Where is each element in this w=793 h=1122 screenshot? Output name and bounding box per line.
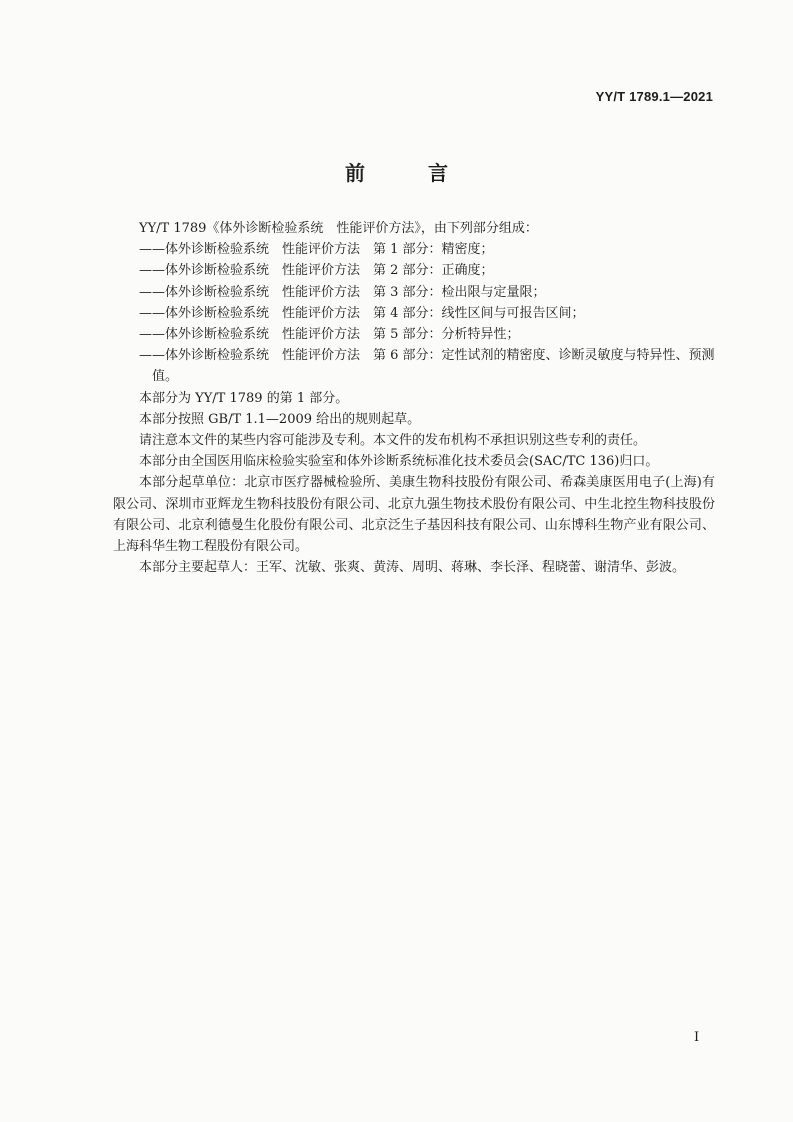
page-title: 前 言 <box>345 161 476 185</box>
document-body <box>113 218 715 578</box>
paragraph: 本部分按照 GB/T 1.1—2009 给出的规则起草。 <box>139 411 421 427</box>
list-item: ——体外诊断检验系统 性能评价方法 第 1 部分：精密度； <box>139 242 494 258</box>
page-number: I <box>694 1030 700 1045</box>
paragraph: 请注意本文件的某些内容可能涉及专利。本文件的发布机构不承担识别这些专利的责任。 <box>139 433 647 449</box>
list-item: ——体外诊断检验系统 性能评价方法 第 6 部分：定性试剂的精密度、诊断灵敏度与特异性、预测值。 <box>139 348 715 385</box>
list-item: ——体外诊断检验系统 性能评价方法 第 5 部分：分析特异性； <box>139 327 520 343</box>
drafters-paragraph: 本部分主要起草人：王军、沈敏、张爽、黄涛、周明、蒋琳、李长泽、程晓蕾、谢清华、彭波。 <box>139 560 686 576</box>
intro-paragraph: YY/T 1789《体外诊断检验系统 性能评价方法》，由下列部分组成： <box>139 221 538 236</box>
list-item: ——体外诊断检验系统 性能评价方法 第 3 部分：检出限与定量限； <box>139 284 546 300</box>
drafting-units-paragraph: 本部分起草单位：北京市医疗器械检验所、美康生物科技股份有限公司、希森美康医用电子(上海)有限公司、深圳市亚辉龙生物科技股份有限公司、北京九强生物技术股份有限公司、中生北控生物科技股份有限公司、北京利德曼生化股份有限公司、北京泛生子基因科技有限公司、山东博科生物产业有限公司、上海科华生物工程股份有限公司。 <box>113 475 715 555</box>
list-item: ——体外诊断检验系统 性能评价方法 第 4 部分：线性区间与可报告区间； <box>139 305 585 321</box>
list-item: ——体外诊断检验系统 性能评价方法 第 2 部分：正确度； <box>139 263 494 279</box>
parts-list <box>113 239 715 387</box>
paragraph: 本部分为 YY/T 1789 的第 1 部分。 <box>139 390 349 406</box>
paragraph: 本部分由全国医用临床检验实验室和体外诊断系统标准化技术委员会(SAC/TC 136)归口。 <box>139 454 659 470</box>
document-code: YY/T 1789.1—2021 <box>595 89 713 104</box>
